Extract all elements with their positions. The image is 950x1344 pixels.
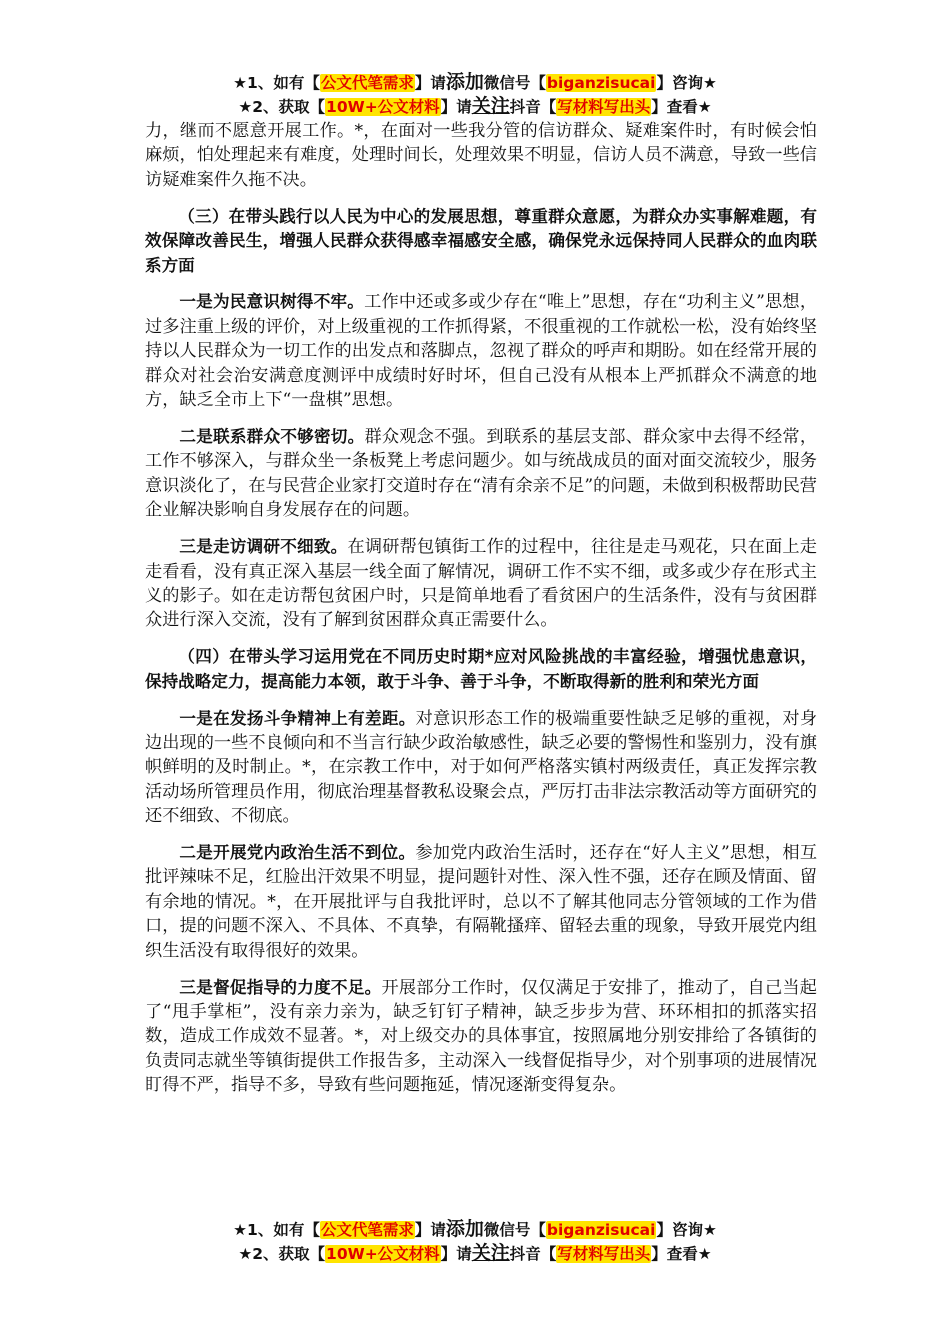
paragraph-lead: 三是督促指导的力度不足。 (179, 977, 382, 997)
paragraph (145, 535, 817, 633)
promo-text: 】请 (440, 1245, 472, 1263)
promo-line-1 (0, 1217, 950, 1241)
promo-text: 】咨询★ (656, 74, 717, 92)
document-body (145, 119, 817, 1110)
section-heading-4: （四）在带头学习运用党在不同历史时期*应对风险挑战的丰富经验，增强忧患意识，保持战略定力，提高能力本领，敢于斗争、善于斗争，不断取得新的胜利和荣光方面 (145, 647, 817, 691)
paragraph-text: 在调研帮包镇街工作的过程中，往往是走马观花，只在面上走走看看，没有真正深入基层一线全面了解情况，调研工作不实不细，或多或少存在形式主义的影子。如在走访帮包贫困户时，只是简单地看了看贫困户的生活条件，没有与贫困群众进行深入交流，没有了解到贫困群众真正需要什么。 (145, 537, 817, 631)
promo-text: 】请 (440, 98, 472, 116)
promo-highlight: 写材料写出头 (557, 1245, 651, 1263)
promo-text: 】咨询★ (656, 1221, 717, 1239)
promo-emphasis: 关注 (471, 1242, 510, 1264)
paragraph (145, 707, 817, 829)
paragraph (145, 841, 817, 963)
promo-highlight: biganzisucai (546, 74, 656, 92)
paragraph-text: 参加党内政治生活时，还存在“好人主义”思想，相互批评辣味不足，红脸出汗效果不明显，提问题针对性、深入性不强，还存在顾及情面、留有余地的情况。*，在开展批评与自我批评时，总以不了解其他同志分管领域的工作为借口，提的问题不深入、不具体、不真挚，有隔靴搔痒、留轻去重的现象，导致开展党内组织生活没有取得很好的效果。 (145, 843, 818, 961)
paragraph (145, 976, 817, 1098)
promo-text: 】查看★ (651, 1245, 712, 1263)
paragraph: 力，继而不愿意开展工作。*，在面对一些我分管的信访群众、疑难案件时，有时候会怕麻烦，怕处理起来有难度，处理时间长，处理效果不明显，信访人员不满意，导致一些信访疑难案件久拖不决。 (145, 121, 817, 190)
paragraph-lead: 一是在发扬斗争精神上有差距。 (179, 708, 416, 728)
paragraph-lead: 二是联系群众不够密切。 (179, 426, 365, 446)
promo-text: 】请 (414, 1221, 446, 1239)
paragraph (145, 425, 817, 523)
promo-text: 抖音【 (509, 98, 557, 116)
paragraph-text: 群众观念不强。到联系的基层支部、群众家中去得不经常，工作不够深入，与群众坐一条板凳上考虑问题少。如与统战成员的面对面交流较少，服务意识淡化了，在与民营企业家打交道时存在“清有余亲不足”的问题，未做到积极帮助民营企业解决影响自身发展存在的问题。 (145, 426, 818, 521)
promo-text: 抖音【 (509, 1245, 557, 1263)
promo-text: 微信号【 (483, 74, 546, 92)
paragraph-text: 开展部分工作时，仅仅满足于安排了，推动了，自己当起了“甩手掌柜”，没有亲力亲为，缺乏钉钉子精神，缺乏步步为营、环环相扣的抓落实招数，造成工作成效不显著。*，对上级交办的具体事宜，按照属地分别安排给了各镇街的负责同志就坐等镇街提供工作报告多，主动深入一线督促指导少，对个别事项的进展情况盯得不严，指导不多，导致有些问题拖延，情况逐渐变得复杂。 (145, 977, 817, 1096)
bottom-promo-banner (0, 1217, 950, 1265)
promo-text: ★1、如有【 (233, 74, 320, 92)
promo-text: 微信号【 (483, 1221, 546, 1239)
promo-text: 】请 (414, 74, 446, 92)
paragraph-text: 工作中还或多或少存在“唯上”思想，存在“功利主义”思想，过多注重上级的评价，对上级重视的工作抓得紧，不很重视的工作就松一松，没有始终坚持以人民群众为一切工作的出发点和落脚点，忽视了群众的呼声和期盼。如在经常开展的群众对社会治安满意度测评中成绩时好时坏，但自己没有从根本上严抓群众不满意的地方，缺乏全市上下“一盘棋”思想。 (145, 292, 818, 411)
promo-text: 】查看★ (651, 98, 712, 116)
promo-text: ★1、如有【 (233, 1221, 320, 1239)
promo-highlight: 10W+公文材料 (326, 98, 440, 116)
promo-highlight: 写材料写出头 (557, 98, 651, 116)
paragraph-text: 对意识形态工作的极端重要性缺乏足够的重视，对身边出现的一些不良倾向和不当言行缺少政治敏感性，缺乏必要的警惕性和鉴别力，没有旗帜鲜明的及时制止。*，在宗教工作中，对于如何严格落实镇村两级责任，真正发挥宗教活动场所管理员作用，彻底治理基督教私设聚会点，严厉打击非法宗教活动等方面研究的还不细致、不彻底。 (145, 708, 818, 827)
promo-highlight: 10W+公文材料 (326, 1245, 440, 1263)
top-promo-banner (0, 70, 950, 118)
paragraph-lead: 一是为民意识树得不牢。 (179, 292, 365, 312)
promo-emphasis: 添加 (445, 1218, 484, 1240)
promo-highlight: biganzisucai (546, 1221, 656, 1239)
promo-highlight: 公文代笔需求 (320, 1221, 414, 1239)
section-heading-3: （三）在带头践行以人民为中心的发展思想，尊重群众意愿，为群众办实事解难题，有效保障改善民生，增强人民群众获得感幸福感安全感，确保党永远保持同人民群众的血肉联系方面 (145, 206, 817, 275)
promo-line-1 (0, 70, 950, 94)
paragraph (145, 290, 817, 412)
paragraph-lead: 二是开展党内政治生活不到位。 (179, 843, 416, 863)
promo-emphasis: 添加 (445, 71, 484, 93)
promo-text: ★2、获取【 (238, 1245, 326, 1263)
promo-line-2 (0, 1241, 950, 1265)
promo-text: ★2、获取【 (238, 98, 326, 116)
promo-emphasis: 关注 (471, 95, 510, 117)
paragraph-lead: 三是走访调研不细致。 (179, 537, 348, 557)
promo-highlight: 公文代笔需求 (320, 74, 414, 92)
promo-line-2 (0, 94, 950, 118)
